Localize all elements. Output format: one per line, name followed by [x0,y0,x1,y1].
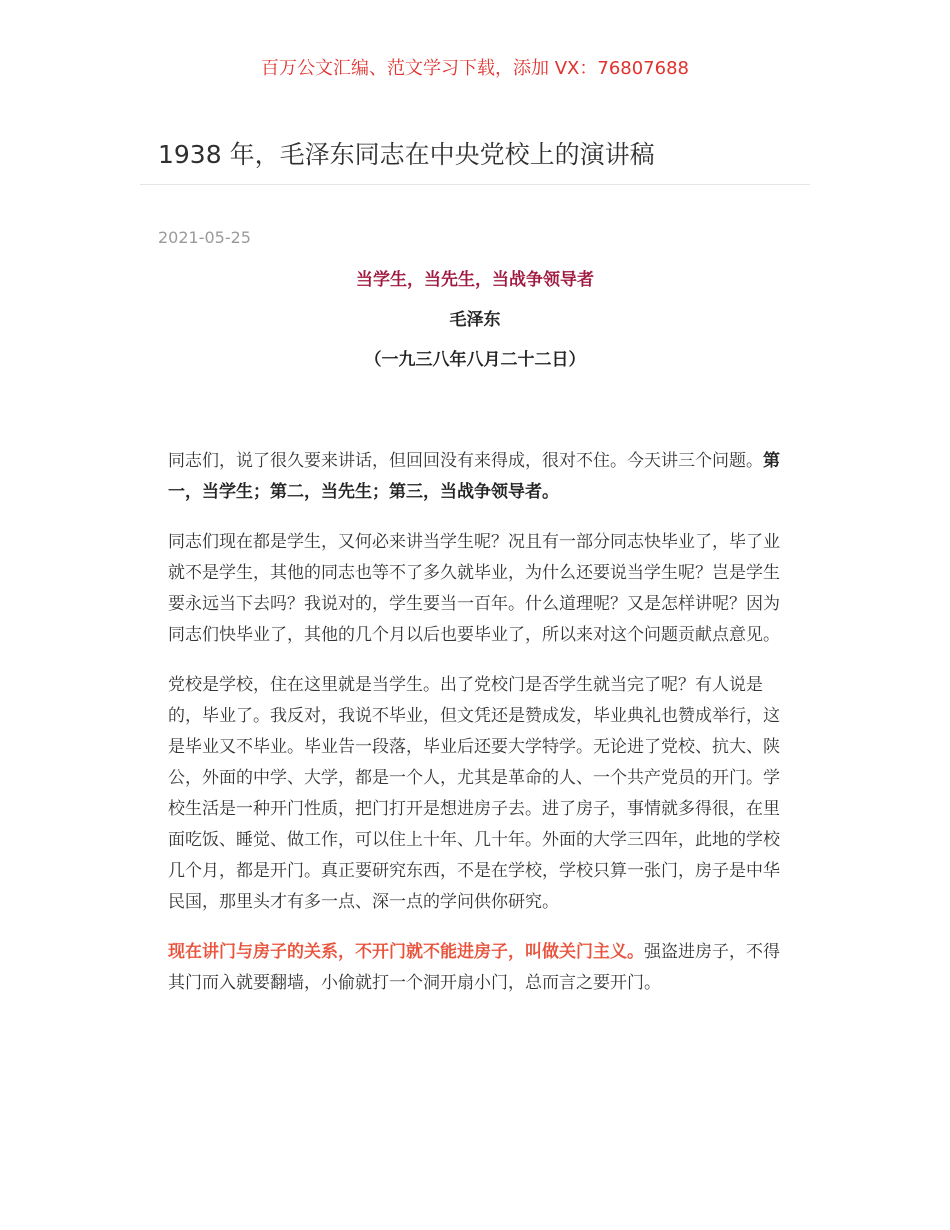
speech-date: （一九三八年八月二十二日） [364,350,586,370]
page-title: 1938 年，毛泽东同志在中央党校上的演讲稿 [158,140,655,169]
paragraph-bold-text: 第一，当学生；第二，当先生；第三，当战争领导者。 [168,451,780,502]
article-body [168,446,786,1018]
promo-banner: 百万公文汇编、范文学习下载，添加 VX：76807688 [261,58,689,79]
publish-date: 2021-05-25 [158,228,251,247]
paragraph-text: 强盗进房子，不得其门而入就要翻墙，小偷就打一个洞开扇小门，总而言之要开门。 [168,942,780,993]
highlighted-text: 现在讲门与房子的关系，不开门就不能进房子，叫做关门主义。 [168,942,644,962]
title-divider [140,184,810,185]
paragraph-text: 同志们，说了很久要来讲话，但回回没有来得成，很对不住。今天讲三个问题。 [168,451,763,471]
paragraph [168,446,786,508]
speech-title: 当学生，当先生，当战争领导者 [356,270,594,290]
speech-author: 毛泽东 [449,310,501,330]
paragraph: 党校是学校，住在这里就是当学生。出了党校门是否学生就当完了呢？有人说是的，毕业了。我反对，我说不毕业，但文凭还是赞成发，毕业典礼也赞成举行，这是毕业又不毕业。毕业告一段落，毕业后还要大学特学。无论进了党校、抗大、陕公，外面的中学、大学，都是一个人，尤其是革命的人、一个共产党员的开门。学校生活是一种开门性质，把门打开是想进房子去。进了房子，事情就多得很，在里面吃饭、睡觉、做工作，可以住上十年、几十年。外面的大学三四年，此地的学校几个月，都是开门。真正要研究东西，不是在学校，学校只算一张门，房子是中华民国，那里头才有多一点、深一点的学问供你研究。 [168,675,780,912]
paragraph [168,937,786,999]
paragraph: 同志们现在都是学生，又何必来讲当学生呢？况且有一部分同志快毕业了，毕了业就不是学生，其他的同志也等不了多久就毕业，为什么还要说当学生呢？岂是学生要永远当下去吗？我说对的，学生要当一百年。什么道理呢？又是怎样讲呢？因为同志们快毕业了，其他的几个月以后也要毕业了，所以来对这个问题贡献点意见。 [168,532,780,645]
